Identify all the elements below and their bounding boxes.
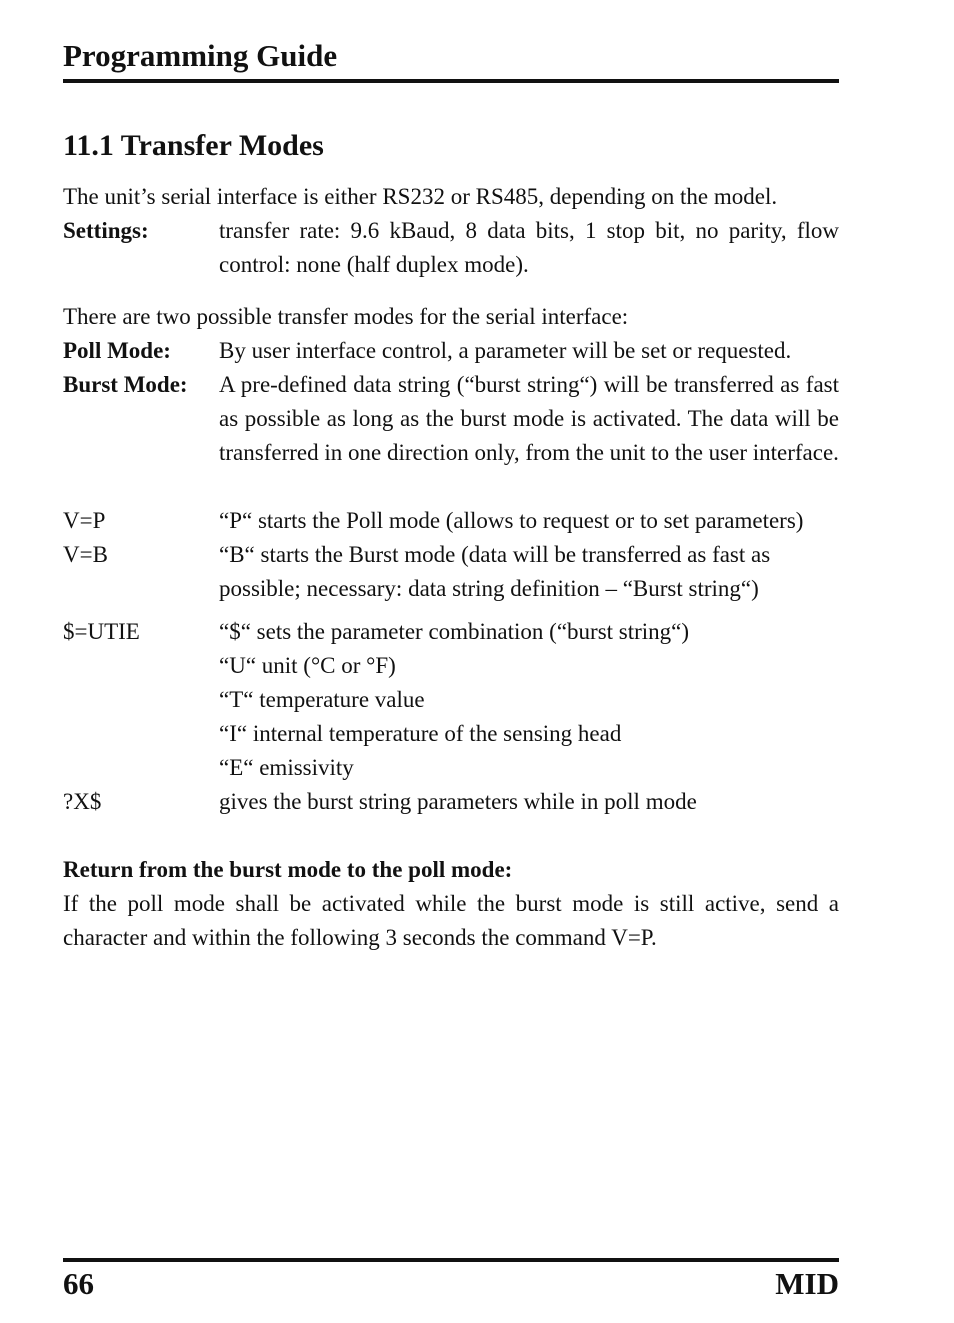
settings-text: transfer rate: 9.6 kBaud, 8 data bits, 1 stop bit, no parity, flow control: none (half duplex mode).	[219, 218, 839, 277]
burst-string-label: $=UTIE	[63, 619, 140, 644]
burst-string-row	[63, 615, 839, 785]
command-text: “B“ starts the Burst mode (data will be transferred as fast as possible; necessary: data string definition – “Burst string“)	[219, 542, 771, 601]
intro-paragraph: The unit’s serial interface is either RS232 or RS485, depending on the model.	[63, 184, 778, 209]
burst-string-line: “T“ temperature value	[219, 687, 425, 712]
burst-string-lines	[219, 615, 839, 785]
mode-text: By user interface control, a parameter will be set or requested.	[219, 338, 792, 363]
settings-row	[63, 214, 839, 282]
product-name: MID	[775, 1266, 839, 1301]
burst-string-line: “U“ unit (°C or °F)	[219, 653, 396, 678]
section-title: 11.1 Transfer Modes	[63, 129, 324, 162]
mode-row-poll	[63, 334, 839, 368]
query-row	[63, 785, 839, 819]
mode-row-burst	[63, 368, 839, 470]
command-label: V=B	[63, 542, 108, 567]
page-footer	[63, 1266, 839, 1302]
command-text: “P“ starts the Poll mode (allows to request or to set parameters)	[219, 508, 804, 533]
mode-label: Poll Mode:	[63, 338, 171, 363]
mode-label: Burst Mode:	[63, 372, 188, 397]
command-row-vp	[63, 504, 839, 538]
settings-label: Settings:	[63, 218, 149, 243]
burst-string-line: “$“ sets the parameter combination (“burst string“)	[219, 619, 690, 644]
command-label: V=P	[63, 508, 106, 533]
page-number: 66	[63, 1266, 94, 1301]
query-label: ?X$	[63, 789, 102, 814]
return-paragraph: If the poll mode shall be activated while the burst mode is still active, send a character and within the following 3 seconds the command V=P.	[63, 891, 839, 950]
modes-intro: There are two possible transfer modes for the serial interface:	[63, 304, 629, 329]
return-heading: Return from the burst mode to the poll mode:	[63, 857, 513, 882]
query-text: gives the burst string parameters while in poll mode	[219, 789, 697, 814]
mode-text: A pre-defined data string (“burst string“) will be transferred as fast as possible as long as the burst mode is activated. The data will be transferred in one direction only, from the unit to the user interface.	[219, 372, 839, 465]
burst-string-line: “E“ emissivity	[219, 755, 354, 780]
header-rule	[63, 79, 839, 83]
running-header-title: Programming Guide	[63, 38, 338, 73]
footer-rule	[63, 1258, 839, 1262]
command-row-vb	[63, 538, 839, 606]
section-content	[63, 180, 839, 955]
burst-string-line: “I“ internal temperature of the sensing head	[219, 721, 622, 746]
